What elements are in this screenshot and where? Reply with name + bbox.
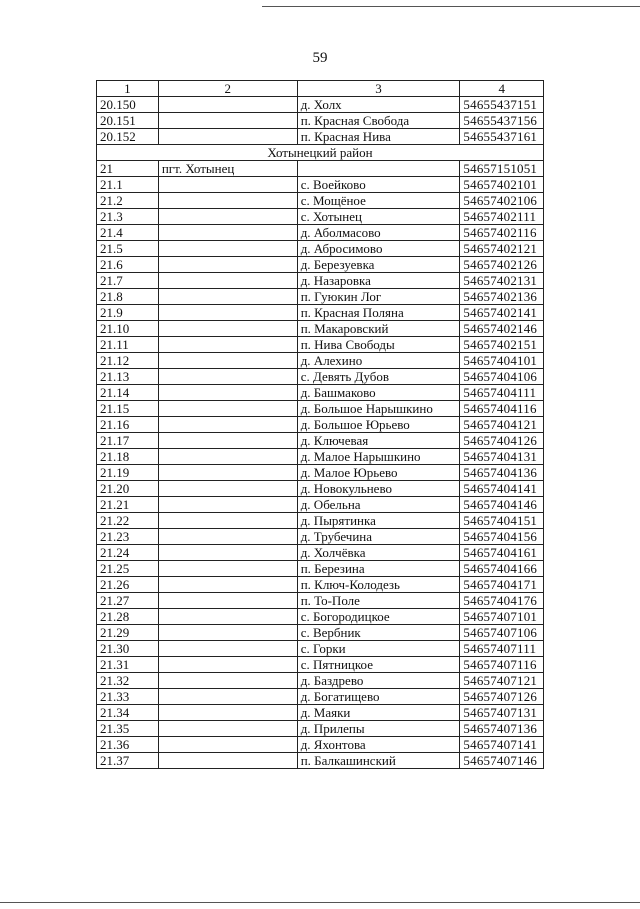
row-number: 21.27 [97, 593, 159, 609]
settlement-type-name [158, 113, 297, 129]
row-number: 20.150 [97, 97, 159, 113]
oktmo-code: 54657404101 [460, 353, 544, 369]
oktmo-code: 54657404136 [460, 465, 544, 481]
row-number: 21.4 [97, 225, 159, 241]
oktmo-code: 54657404106 [460, 369, 544, 385]
table-row [97, 401, 544, 417]
table-row [97, 609, 544, 625]
header-cell: 4 [460, 81, 544, 97]
oktmo-code: 54657402106 [460, 193, 544, 209]
settlement-name [297, 161, 460, 177]
row-number: 21.21 [97, 497, 159, 513]
oktmo-code: 54657404171 [460, 577, 544, 593]
row-number: 21.14 [97, 385, 159, 401]
settlement-name: д. Большое Юрьево [297, 417, 460, 433]
settlement-name: с. Мощёное [297, 193, 460, 209]
row-number: 21.36 [97, 737, 159, 753]
row-number: 21.26 [97, 577, 159, 593]
row-number: 21.31 [97, 657, 159, 673]
settlement-type-name [158, 337, 297, 353]
table-row [97, 417, 544, 433]
oktmo-code: 54657407131 [460, 705, 544, 721]
row-number: 21.6 [97, 257, 159, 273]
oktmo-code: 54657404151 [460, 513, 544, 529]
row-number: 21.7 [97, 273, 159, 289]
settlement-name: д. Прилепы [297, 721, 460, 737]
bottom-rule [0, 902, 640, 903]
table-row [97, 657, 544, 673]
oktmo-code: 54657404116 [460, 401, 544, 417]
settlement-type-name [158, 705, 297, 721]
oktmo-code: 54655437151 [460, 97, 544, 113]
table-row [97, 257, 544, 273]
settlement-type-name [158, 625, 297, 641]
table-row [97, 369, 544, 385]
table-row [97, 337, 544, 353]
table-row [97, 737, 544, 753]
row-number: 20.151 [97, 113, 159, 129]
row-number: 21.19 [97, 465, 159, 481]
table-row [97, 97, 544, 113]
settlement-type-name [158, 321, 297, 337]
row-number: 21.16 [97, 417, 159, 433]
table-row [97, 225, 544, 241]
settlement-name: п. Балкашинский [297, 753, 460, 769]
oktmo-code: 54657404166 [460, 561, 544, 577]
oktmo-code: 54657407141 [460, 737, 544, 753]
settlement-type-name [158, 97, 297, 113]
settlement-name: д. Трубечина [297, 529, 460, 545]
table-row [97, 561, 544, 577]
oktmo-code: 54657407121 [460, 673, 544, 689]
row-number: 21.23 [97, 529, 159, 545]
row-number: 21 [97, 161, 159, 177]
settlement-type-name [158, 721, 297, 737]
header-cell: 3 [297, 81, 460, 97]
settlement-type-name [158, 193, 297, 209]
oktmo-code: 54657407136 [460, 721, 544, 737]
settlement-type-name [158, 449, 297, 465]
settlement-name: с. Вербник [297, 625, 460, 641]
settlement-name: д. Обельна [297, 497, 460, 513]
region-row [97, 145, 544, 161]
top-rule [262, 6, 640, 7]
oktmo-code: 54655437156 [460, 113, 544, 129]
settlement-type-name [158, 561, 297, 577]
settlement-type-name [158, 577, 297, 593]
table-row [97, 529, 544, 545]
table-row [97, 705, 544, 721]
table-row [97, 689, 544, 705]
oktmo-code: 54657404131 [460, 449, 544, 465]
oktmo-code: 54657402141 [460, 305, 544, 321]
settlement-name: д. Аболмасово [297, 225, 460, 241]
oktmo-code: 54657407146 [460, 753, 544, 769]
settlement-type-name [158, 593, 297, 609]
table-row [97, 545, 544, 561]
row-number: 21.13 [97, 369, 159, 385]
oktmo-code: 54657402121 [460, 241, 544, 257]
row-number: 21.15 [97, 401, 159, 417]
settlement-type-name [158, 385, 297, 401]
settlement-name: д. Ключевая [297, 433, 460, 449]
settlement-type-name [158, 417, 297, 433]
settlement-type-name [158, 209, 297, 225]
oktmo-code: 54657407116 [460, 657, 544, 673]
row-number: 21.29 [97, 625, 159, 641]
table-row [97, 625, 544, 641]
settlement-name: п. Красная Поляна [297, 305, 460, 321]
row-number: 21.17 [97, 433, 159, 449]
oktmo-code: 54657407106 [460, 625, 544, 641]
oktmo-code: 54657402101 [460, 177, 544, 193]
row-number: 21.34 [97, 705, 159, 721]
oktmo-code: 54655437161 [460, 129, 544, 145]
settlement-name: с. Хотынец [297, 209, 460, 225]
settlements-table [96, 80, 544, 769]
oktmo-code: 54657404126 [460, 433, 544, 449]
settlement-name: с. Пятницкое [297, 657, 460, 673]
settlement-name: д. Баздрево [297, 673, 460, 689]
settlement-name: д. Яхонтова [297, 737, 460, 753]
row-number: 21.33 [97, 689, 159, 705]
row-number: 21.35 [97, 721, 159, 737]
header-row [97, 81, 544, 97]
settlement-type-name [158, 273, 297, 289]
row-number: 21.12 [97, 353, 159, 369]
settlement-name: п. Нива Свободы [297, 337, 460, 353]
settlement-type-name [158, 497, 297, 513]
settlement-name: п. Ключ-Колодезь [297, 577, 460, 593]
table-row [97, 577, 544, 593]
settlement-name: д. Абросимово [297, 241, 460, 257]
oktmo-code: 54657402151 [460, 337, 544, 353]
settlement-type-name [158, 433, 297, 449]
settlement-type-name [158, 641, 297, 657]
settlement-type-name [158, 289, 297, 305]
table-row [97, 273, 544, 289]
table-row [97, 209, 544, 225]
settlement-type-name [158, 353, 297, 369]
table-row [97, 465, 544, 481]
row-number: 21.28 [97, 609, 159, 625]
row-number: 21.30 [97, 641, 159, 657]
settlement-name: п. Макаровский [297, 321, 460, 337]
settlement-type-name [158, 689, 297, 705]
settlement-name: д. Малое Юрьево [297, 465, 460, 481]
table-row [97, 497, 544, 513]
table-row [97, 481, 544, 497]
table-row [97, 721, 544, 737]
settlement-type-name [158, 753, 297, 769]
table-row [97, 113, 544, 129]
table-row [97, 673, 544, 689]
row-number: 21.37 [97, 753, 159, 769]
row-number: 21.32 [97, 673, 159, 689]
settlement-type-name [158, 177, 297, 193]
header-cell: 2 [158, 81, 297, 97]
settlement-name: д. Башмаково [297, 385, 460, 401]
table-row [97, 241, 544, 257]
settlement-name: д. Богатищево [297, 689, 460, 705]
settlement-name: д. Холх [297, 97, 460, 113]
row-number: 21.18 [97, 449, 159, 465]
table-row [97, 321, 544, 337]
settlement-type-name [158, 369, 297, 385]
oktmo-code: 54657407111 [460, 641, 544, 657]
table-row [97, 305, 544, 321]
table-body-before [97, 97, 544, 145]
oktmo-code: 54657404156 [460, 529, 544, 545]
oktmo-code: 54657404146 [460, 497, 544, 513]
settlement-name: п. Красная Свобода [297, 113, 460, 129]
settlement-type-name [158, 609, 297, 625]
settlement-type-name [158, 529, 297, 545]
settlement-name: с. Богородицкое [297, 609, 460, 625]
settlement-type-name [158, 257, 297, 273]
table-body-after [97, 161, 544, 769]
table-row [97, 289, 544, 305]
row-number: 21.2 [97, 193, 159, 209]
oktmo-code: 54657404161 [460, 545, 544, 561]
settlement-name: д. Березуевка [297, 257, 460, 273]
settlement-type-name [158, 225, 297, 241]
table-row [97, 433, 544, 449]
settlement-type-name [158, 129, 297, 145]
oktmo-code: 54657407126 [460, 689, 544, 705]
settlement-name: п. Березина [297, 561, 460, 577]
table-row [97, 753, 544, 769]
settlement-name: д. Алехино [297, 353, 460, 369]
table-row [97, 385, 544, 401]
oktmo-code: 54657402111 [460, 209, 544, 225]
row-number: 21.5 [97, 241, 159, 257]
region-name: Хотынецкий район [97, 145, 544, 161]
settlement-type-name [158, 673, 297, 689]
table-row [97, 193, 544, 209]
table-row [97, 641, 544, 657]
settlement-type-name: пгт. Хотынец [158, 161, 297, 177]
table-row [97, 177, 544, 193]
table-row [97, 449, 544, 465]
row-number: 21.24 [97, 545, 159, 561]
settlement-type-name [158, 545, 297, 561]
row-number: 21.3 [97, 209, 159, 225]
header-cell: 1 [97, 81, 159, 97]
page-number: 59 [312, 50, 328, 66]
table-row [97, 129, 544, 145]
settlement-type-name [158, 241, 297, 257]
oktmo-code: 54657404111 [460, 385, 544, 401]
settlement-name: д. Малое Нарышкино [297, 449, 460, 465]
row-number: 21.11 [97, 337, 159, 353]
settlement-type-name [158, 465, 297, 481]
row-number: 20.152 [97, 129, 159, 145]
oktmo-code: 54657404176 [460, 593, 544, 609]
settlement-name: п. То-Поле [297, 593, 460, 609]
settlement-name: д. Большое Нарышкино [297, 401, 460, 417]
row-number: 21.8 [97, 289, 159, 305]
table-row [97, 513, 544, 529]
oktmo-code: 54657402136 [460, 289, 544, 305]
oktmo-code: 54657402131 [460, 273, 544, 289]
oktmo-code: 54657407101 [460, 609, 544, 625]
settlement-name: с. Воейково [297, 177, 460, 193]
oktmo-code: 54657402126 [460, 257, 544, 273]
oktmo-code: 54657404121 [460, 417, 544, 433]
region-section [97, 145, 544, 161]
oktmo-code: 54657402116 [460, 225, 544, 241]
settlement-type-name [158, 657, 297, 673]
settlement-name: д. Холчёвка [297, 545, 460, 561]
oktmo-code: 54657151051 [460, 161, 544, 177]
settlement-name: д. Пырятинка [297, 513, 460, 529]
settlement-name: д. Назаровка [297, 273, 460, 289]
settlement-type-name [158, 401, 297, 417]
settlement-name: с. Девять Дубов [297, 369, 460, 385]
table-row [97, 353, 544, 369]
settlement-name: д. Маяки [297, 705, 460, 721]
settlement-type-name [158, 513, 297, 529]
settlement-name: с. Горки [297, 641, 460, 657]
settlement-type-name [158, 305, 297, 321]
oktmo-code: 54657404141 [460, 481, 544, 497]
settlement-type-name [158, 737, 297, 753]
row-number: 21.9 [97, 305, 159, 321]
row-number: 21.22 [97, 513, 159, 529]
row-number: 21.20 [97, 481, 159, 497]
row-number: 21.25 [97, 561, 159, 577]
row-number: 21.10 [97, 321, 159, 337]
settlement-name: п. Красная Нива [297, 129, 460, 145]
row-number: 21.1 [97, 177, 159, 193]
oktmo-code: 54657402146 [460, 321, 544, 337]
settlement-name: д. Новокульнево [297, 481, 460, 497]
table-row [97, 161, 544, 177]
settlement-name: п. Гуюкин Лог [297, 289, 460, 305]
table-row [97, 593, 544, 609]
settlement-type-name [158, 481, 297, 497]
